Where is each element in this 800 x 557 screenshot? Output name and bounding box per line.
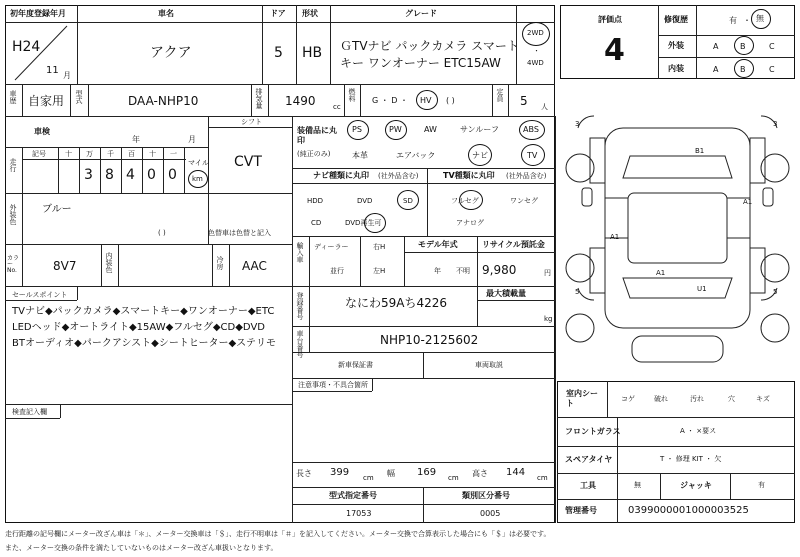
glass-options: A ・ ×要ス	[680, 427, 717, 435]
glass-label: フロントガラス	[565, 427, 621, 436]
warranty: 新車保証書	[338, 361, 373, 369]
exterior-label: 外装色	[9, 204, 17, 225]
seat-opt-tear: 破れ	[654, 395, 668, 403]
model: DAA-NHP10	[128, 94, 199, 108]
diagram-label-8: 5	[575, 288, 580, 296]
equip-ps: PS	[352, 125, 362, 134]
exterior-color: ブルー	[42, 204, 72, 215]
exterior-note: 色替車は色替と記入	[208, 229, 271, 237]
mileage-digit: 0	[147, 167, 156, 183]
car-name: アクア	[150, 45, 192, 61]
mgmt-label: 管理番号	[565, 506, 597, 515]
equip-navi: ナビ	[472, 151, 488, 160]
repair-sep: ・	[743, 16, 751, 25]
jack-label: ジャッキ	[680, 481, 712, 490]
fuel-options: G ・ D ・	[372, 96, 408, 105]
aircon: AAC	[242, 259, 267, 273]
class-no: 0005	[480, 509, 501, 518]
footer-note-1: 走行距離の記号欄にメーター改ざん車は「＊」、メーター交換車は「＄」、走行不明車は「＃」を記入してください。メーター交換で合算表示した場合にも「＄」は必要です。	[5, 530, 551, 538]
int-grade-c: C	[769, 65, 775, 74]
shift-label: シフト	[241, 118, 262, 126]
mileage-digit: 3	[84, 167, 93, 183]
digit-header: 十	[149, 150, 156, 158]
exterior-grade-label: 外装	[668, 41, 684, 50]
ext-grade-b: B	[740, 42, 746, 51]
nav-label: ナビ種類に丸印	[313, 171, 369, 180]
tv-oneseg: ワンセグ	[510, 197, 538, 205]
mileage-digit: 8	[105, 167, 114, 183]
digit-divider	[58, 147, 59, 193]
first-reg-year: H24	[12, 39, 41, 55]
shape: HB	[302, 45, 323, 61]
exterior-paren: ( )	[158, 229, 166, 237]
mile-label: マイル	[188, 159, 209, 167]
recycle-yen: 円	[544, 269, 551, 277]
digit-divider	[163, 147, 164, 193]
grade-line2: キー ワンオーナー ETC15AW	[340, 56, 501, 70]
first-reg-month: 11	[46, 65, 59, 76]
width: 169	[417, 467, 437, 478]
diagram-label-6: A1	[656, 269, 666, 277]
color-no: 8V7	[53, 259, 77, 273]
type-no-label: 型式指定番号	[329, 491, 377, 500]
shaken-month-unit: 月	[188, 135, 196, 144]
km-label: km	[192, 175, 203, 183]
color-no-label: カラーNo.	[7, 255, 20, 274]
tool-label: 工具	[580, 481, 596, 490]
capacity-label: 定員	[496, 88, 504, 102]
int-grade-b: B	[740, 65, 746, 74]
type-no: 17053	[346, 509, 372, 518]
reg-label: 登録番号	[296, 292, 304, 320]
digit-header: 万	[86, 150, 93, 158]
equip-airbag: エアバック	[396, 151, 436, 160]
capacity: 5	[520, 94, 528, 108]
displacement-label: 排気量	[255, 88, 263, 109]
symbol-label: 記号	[32, 150, 46, 158]
tv-analog: アナログ	[456, 219, 484, 227]
doors: 5	[274, 45, 283, 61]
shaken-label: 車検	[34, 127, 50, 136]
diagram-label-2: 3	[773, 120, 778, 128]
aircon-label: 冷房	[216, 256, 224, 270]
mileage-digit: 4	[126, 167, 135, 183]
diagram-label-7: U1	[697, 285, 707, 293]
import-dealer: ディーラー	[314, 243, 349, 251]
slash-divider	[77, 22, 78, 23]
digit-header: 千	[107, 150, 114, 158]
ext-grade-c: C	[769, 42, 775, 51]
shift: CVT	[234, 154, 262, 170]
displacement-unit: cc	[333, 103, 341, 111]
height-unit: cm	[537, 474, 548, 482]
model-year-unit: 年	[434, 267, 441, 275]
inspector-label: 検査記入欄	[12, 408, 47, 416]
tv-label: TV種類に丸印	[443, 171, 495, 180]
drive-dot: ・	[533, 47, 540, 55]
score: 4	[604, 33, 625, 68]
int-grade-a: A	[713, 65, 719, 74]
shape-label: 形状	[302, 9, 318, 18]
seat-opt-dirt: 汚れ	[690, 395, 704, 403]
recycle-label: リサイクル預託金	[482, 240, 545, 249]
equip-tv: TV	[527, 151, 538, 160]
digit-divider	[79, 147, 80, 193]
equip-leather: 本革	[352, 151, 368, 160]
import-lhd: 左H	[373, 267, 386, 275]
sales-line-2: LEDヘッド◆オートライト◆15AW◆フルセグ◆CD◆DVD	[12, 322, 265, 333]
tool-value: 無	[634, 481, 641, 489]
equip-abs: ABS	[523, 125, 539, 134]
score-label: 評価点	[598, 15, 622, 24]
max-load-unit: kg	[544, 315, 553, 323]
mileage-label: 走行	[9, 158, 17, 172]
interior-grade-label: 内装	[668, 64, 684, 73]
mgmt-no: 0399000001000003525	[628, 505, 749, 516]
digit-divider	[142, 147, 143, 193]
repair-yes: 有	[729, 16, 737, 25]
length-unit: cm	[363, 474, 374, 482]
tv-label-sub: (社外品含む)	[506, 172, 547, 180]
import-parallel: 並行	[330, 267, 344, 275]
diagram-label-9: 5	[773, 288, 778, 296]
fuel-label: 燃料	[348, 88, 356, 102]
equipment-label: 装備品に丸印	[297, 126, 337, 146]
first-reg-label: 初年度登録年月	[10, 9, 66, 18]
footer-note-2: また、メーター交換の条件を満たしていないものはメーター改ざん車扱いとなります。	[5, 544, 278, 552]
displacement: 1490	[285, 94, 316, 108]
fuel-selected: HV	[420, 96, 432, 105]
digit-divider	[121, 147, 122, 193]
chassis-label: 車台番号	[296, 330, 304, 358]
sales-line-3: BTオーディオ◆パークアシスト◆シートヒーター◆ステリモ	[12, 338, 276, 349]
equip-aw: AW	[424, 125, 437, 134]
height: 144	[506, 467, 526, 478]
model-year-unknown: 不明	[456, 267, 470, 275]
vehicle-class: 自家用	[28, 94, 65, 108]
notes-label: 注意事項・不具合箇所	[298, 381, 368, 389]
seat-opt-hole: 穴	[728, 395, 735, 403]
fuel-paren: ( )	[446, 96, 455, 105]
digit-header: 十	[65, 150, 72, 158]
equipment-label-sub: (純正のみ)	[297, 150, 331, 158]
import-label: 輸入車	[296, 242, 304, 263]
spare-label: スペアタイヤ	[565, 455, 613, 464]
digit-divider	[100, 147, 101, 193]
reg-no: なにわ59Aち4226	[345, 296, 448, 310]
recycle-amount: 9,980	[482, 263, 517, 277]
length-label: 長さ	[296, 469, 312, 478]
first-reg-month-unit: 月	[63, 71, 71, 80]
repair-label: 修復歴	[664, 15, 688, 24]
capacity-unit: 人	[541, 103, 548, 111]
nav-cd: CD	[311, 219, 322, 227]
equip-pw: PW	[389, 125, 402, 134]
grade-line1: ＧTVナビ パックカメラ スマート	[340, 39, 519, 53]
car-damage-diagram	[560, 88, 795, 378]
height-label: 高さ	[472, 469, 488, 478]
repair-no: 無	[756, 14, 764, 23]
sales-line-1: TVナビ◆パックカメラ◆スマートキー◆ワンオーナー◆ETC	[12, 306, 275, 317]
nav-dvd-play: DVD再生可	[345, 219, 382, 227]
vehicle-class-label: 車歴	[9, 90, 17, 104]
model-year-label: モデル年式	[418, 240, 458, 249]
digit-header: 百	[128, 150, 135, 158]
seat-opt-scratch: キズ	[756, 395, 770, 403]
chassis-no: NHP10-2125602	[380, 333, 479, 347]
drive-2wd: 2WD	[527, 29, 544, 37]
drive-4wd: 4WD	[527, 59, 544, 67]
max-load-label: 最大積載量	[486, 289, 526, 298]
nav-label-sub: (社外品含む)	[378, 172, 419, 180]
diagram-label-1: 3	[575, 120, 580, 128]
diagram-label-3: B1	[695, 147, 705, 155]
width-unit: cm	[448, 474, 459, 482]
nav-sd: SD	[403, 197, 413, 205]
seat-opt-burn: コゲ	[621, 395, 635, 403]
width-label: 幅	[387, 469, 395, 478]
diagram-label-5: A1	[610, 233, 620, 241]
auction-sheet-form	[5, 5, 555, 523]
ext-grade-a: A	[713, 42, 719, 51]
sales-points-label: セールスポイント	[12, 291, 68, 299]
car-name-label: 車名	[158, 9, 174, 18]
length: 399	[330, 467, 350, 478]
nav-hdd: HDD	[307, 197, 324, 205]
seat-label: 室内シート	[566, 389, 598, 409]
diagram-label-4: A1	[743, 198, 753, 206]
interior-color-label: 内装色	[105, 252, 113, 273]
jack-value: 有	[758, 481, 765, 489]
manual: 車両取説	[475, 361, 503, 369]
digit-header: 一	[170, 150, 177, 158]
tv-fullseg: フルセグ	[451, 197, 479, 205]
model-label: 型式	[75, 90, 83, 104]
digit-divider	[184, 147, 185, 193]
door-label: ドア	[270, 9, 286, 18]
shaken-year-unit: 年	[132, 135, 140, 144]
nav-dvd: DVD	[357, 197, 373, 205]
class-no-label: 類別区分番号	[462, 491, 510, 500]
mileage-digit: 0	[168, 167, 177, 183]
equip-sunroof: サンルーフ	[460, 125, 499, 134]
import-rhd: 右H	[373, 243, 386, 251]
spare-options: T ・ 修理 KIT ・ 欠	[660, 455, 722, 463]
grade-label: グレード	[405, 9, 437, 18]
